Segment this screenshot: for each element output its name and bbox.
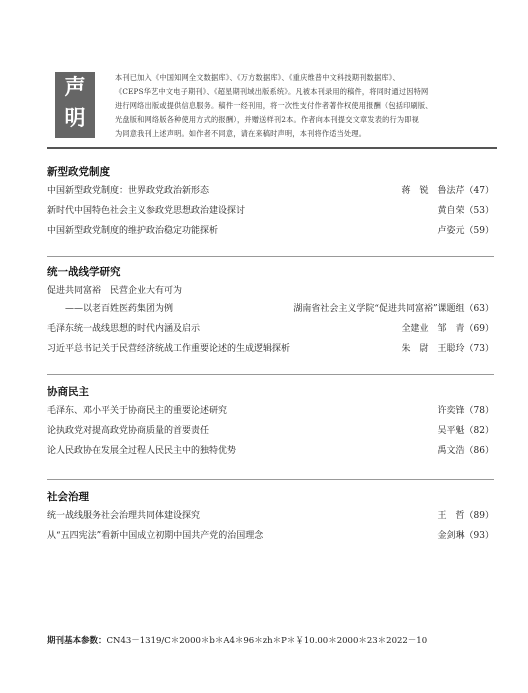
notice-label xyxy=(55,72,95,138)
toc-entry[interactable] xyxy=(47,441,494,461)
toc-entry[interactable] xyxy=(47,319,494,339)
notice-label-char: 明 xyxy=(64,106,86,130)
entry-author: 卢姿元（59） xyxy=(437,226,494,236)
entry-title: 毛泽东统一战线思想的时代内涵及启示 xyxy=(47,324,201,334)
entry-title: 毛泽东、邓小平关于协商民主的重要论述研究 xyxy=(47,406,228,416)
toc-entry[interactable] xyxy=(47,339,494,359)
entry-title: 从“五四宪法”看新中国成立初期中国共产党的治国理念 xyxy=(47,531,264,541)
toc-entry[interactable] xyxy=(47,401,494,421)
section-title: 统一战线学研究 xyxy=(47,266,121,278)
entry-title: 论执政党对提高政党协商质量的首要责任 xyxy=(47,426,210,436)
toc-entry[interactable] xyxy=(47,506,494,526)
toc-entry[interactable] xyxy=(47,421,494,441)
entry-subtitle: ——以老百姓医药集团为例 xyxy=(65,304,174,314)
section-divider xyxy=(47,256,494,257)
entry-author: 金剑琳（93） xyxy=(437,531,494,541)
entry-title: 中国新型政党制度的维护政治稳定功能探析 xyxy=(47,226,219,236)
entry-author: 许奕锋（78） xyxy=(437,406,494,416)
section-divider xyxy=(47,374,494,375)
toc-entry[interactable] xyxy=(47,221,494,241)
journal-parameters xyxy=(47,634,427,646)
section-consultative-democracy xyxy=(47,383,494,461)
entry-author: 朱 尉 王聪玲（73） xyxy=(401,344,494,354)
toc-entry[interactable] xyxy=(47,201,494,221)
copyright-notice xyxy=(47,67,491,145)
entry-title: 新时代中国特色社会主义参政党思想政治建设探讨 xyxy=(47,206,246,216)
entry-author: 吴平魁（82） xyxy=(437,426,494,436)
entry-author: 蒋 锐 鲁法芹（47） xyxy=(401,186,494,196)
section-title: 新型政党制度 xyxy=(47,166,110,178)
entry-title: 论人民政协在发展全过程人民民主中的独特优势 xyxy=(47,446,237,456)
entry-author: 禹文浩（86） xyxy=(437,446,494,456)
toc-entry[interactable] xyxy=(47,526,494,546)
notice-label-char: 声 xyxy=(64,75,86,99)
toc-entry[interactable] xyxy=(47,299,494,319)
notice-rule xyxy=(47,147,497,149)
entry-author: 全建业 邹 青（69） xyxy=(401,324,494,334)
notice-text: 本刊已加入《中国知网全文数据库》、《万方数据库》、《重庆维普中文科技期刊数据库》、 《CEPS华艺中文电子期刊》、《超星期刊域出版系统》。凡被本刊录用的稿件，将同时通过因特网 进行网络出版或提供信息服务。稿件一经刊用，将一次性支付作者著作权使用报酬（包括印刷版、 光盘版和网络版各种使用方式的报酬），并赠送样刊2本。作者向本刊提交文章发表的行为即视 为同意我刊上述声明。如作者不同意，请在来稿时声明，本刊将作适当处理。 xyxy=(115,73,433,138)
footer-value: CN43－1319/C＊2000＊b＊A4＊96＊zh＊P＊￥10.00＊2000＊23＊2022－10 xyxy=(106,636,428,646)
section-united-front xyxy=(47,263,494,359)
entry-title: 习近平总书记关于民营经济统战工作重要论述的生成逻辑探析 xyxy=(47,344,291,354)
section-title: 协商民主 xyxy=(47,386,89,398)
entry-author: 王 哲（89） xyxy=(437,511,494,521)
entry-title: 中国新型政党制度：世界政党政治新形态 xyxy=(47,186,210,196)
entry-title: 促进共同富裕 民营企业大有可为 xyxy=(47,286,183,296)
footer-label: 期刊基本参数： xyxy=(47,636,107,646)
entry-author: 黄自荣（53） xyxy=(437,206,494,216)
entry-title: 统一战线服务社会治理共同体建设探究 xyxy=(47,511,201,521)
section-new-party-system xyxy=(47,163,494,241)
section-title: 社会治理 xyxy=(47,491,89,503)
toc-entry[interactable] xyxy=(47,283,494,299)
entry-author: 湖南省社会主义学院“促进共同富裕”课题组（63） xyxy=(293,304,494,314)
section-social-governance xyxy=(47,488,494,546)
section-divider xyxy=(47,479,494,480)
toc-entry[interactable] xyxy=(47,181,494,201)
